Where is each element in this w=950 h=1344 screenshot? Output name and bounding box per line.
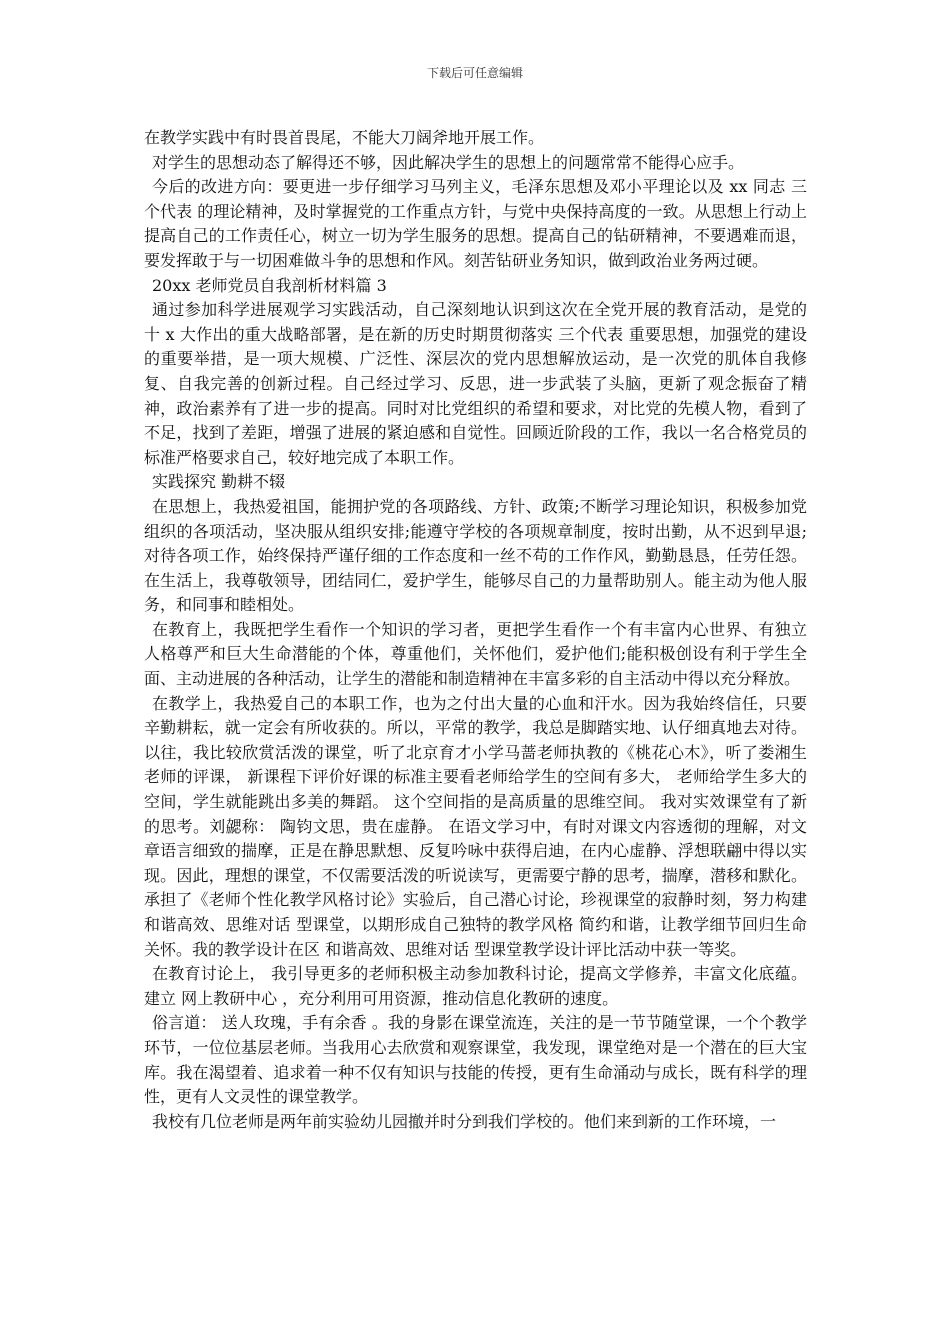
paragraph: 我校有几位老师是两年前实验幼儿园撤并时分到我们学校的。他们来到新的工作环境，一	[152, 1111, 777, 1131]
section-subheading: 实践探究 勤耕不辍	[152, 472, 286, 492]
paragraph: 今后的改进方向：要更进一步仔细学习马列主义，毛泽东思想及邓小平理论以及 xx 同志 三个代表 的理论精神，及时掌握党的工作重点方针，与党中央保持高度的一致。从思想上行动上提高自己的工作责任心，树立一切为学生服务的思想。提高自己的钻研精神，不要遇难而退，要发挥敢于与一切困难做斗争的思想和作风。刻苦钻研业务知识，做到政治业务两过硬。	[144, 177, 807, 270]
page-header: 下载后可任意编辑	[426, 66, 523, 80]
paragraph: 对学生的思想动态了解得还不够，因此解决学生的思想上的问题常常不能得心应手。	[152, 152, 745, 172]
paragraph: 在教育讨论上， 我引导更多的老师积极主动参加教科讨论，提高文学修养，丰富文化底蕴。建立 网上教研中心 ，充分利用可用资源，推动信息化教研的速度。	[144, 964, 807, 1008]
paragraph: 通过参加科学进展观学习实践活动，自己深刻地认识到这次在全党开展的教育活动，是党的十 x 大作出的重大战略部署，是在新的历史时期贯彻落实 三个代表 重要思想，加强党的建设的重要举措，是一项大规模、广泛性、深层次的党内思想解放运动，是一次党的肌体自我修复、自我完善的创新过程。自己经过学习、反思，进一步武装了头脑，更新了观念振奋了精神，政治素养有了进一步的提高。同时对比党组织的希望和要求，对比党的先模人物，看到了不足，找到了差距，增强了进展的紧迫感和自觉性。回顾近阶段的工作，我以一名合格党员的标准严格要求自己，较好地完成了本职工作。	[144, 300, 807, 467]
paragraph: 在教育上，我既把学生看作一个知识的学习者，更把学生看作一个有丰富内心世界、有独立人格尊严和巨大生命潜能的个体，尊重他们，关怀他们，爱护他们;能积极创设有利于学生全面、主动进展的各种活动，让学生的潜能和制造精神在丰富多彩的自主活动中得以充分释放。	[144, 619, 807, 689]
paragraph: 在教学上，我热爱自己的本职工作，也为之付出大量的心血和汗水。因为我始终信任，只要辛勤耕耘，就一定会有所收获的。所以，平常的教学，我总是脚踏实地、认仔细真地去对待。以往，我比较欣赏活泼的课堂，听了北京育才小学马蔷老师执教的《桃花心木》，听了娄湘生老师的评课， 新课程下评价好课的标准主要看老师给学生的空间有多大， 老师给学生多大的空间，学生就能跳出多美的舞蹈。 这个空间指的是高质量的思维空间。 我对实效课堂有了新的思考。刘勰称： 陶钧文思，贵在虚静。 在语文学习中，有时对课文内容透彻的理解，对文章语言细致的揣摩，正是在静思默想、反复吟咏中获得启迪，在内心虚静、浮想联翩中得以实现。因此，理想的课堂，不仅需要活泼的听说读写，更需要宁静的思考，揣摩，潜移和默化。承担了《老师个性化教学风格讨论》实验后，自己潜心讨论，珍视课堂的寂静时刻，努力构建 和谐高效、思维对话 型课堂，以期形成自己独特的教学风格 简约和谐，让教学细节回归生命关怀。我的教学设计在区 和谐高效、思维对话 型课堂教学设计评比活动中获一等奖。	[144, 693, 807, 959]
paragraph: 在思想上，我热爱祖国，能拥护党的各项路线、方针、政策;不断学习理论知识，积极参加党组织的各项活动，坚决服从组织安排;能遵守学校的各项规章制度，按时出勤，从不迟到早退;对待各项工作，始终保持严谨仔细的工作态度和一丝不苟的工作作风，勤勤恳恳，任劳任怨。在生活上，我尊敬领导，团结同仁，爱护学生，能够尽自己的力量帮助别人。能主动为他人服务，和同事和睦相处。	[144, 496, 807, 615]
paragraph: 在教学实践中有时畏首畏尾，不能大刀阔斧地开展工作。	[144, 128, 545, 147]
paragraph: 俗言道： 送人玫瑰，手有余香 。我的身影在课堂流连，关注的是一节节随堂课，一个个教学环节，一位位基层老师。当我用心去欣赏和观察课堂，我发现，课堂绝对是一个潜在的巨大宝库。我在渴望着、追求着一种不仅有知识与技能的传授，更有生命涌动与成长，既有科学的理性，更有人文灵性的课堂教学。	[144, 1013, 807, 1107]
document-body	[144, 126, 807, 1134]
section-heading: 20xx 老师党员自我剖析材料篇 3	[152, 275, 387, 295]
